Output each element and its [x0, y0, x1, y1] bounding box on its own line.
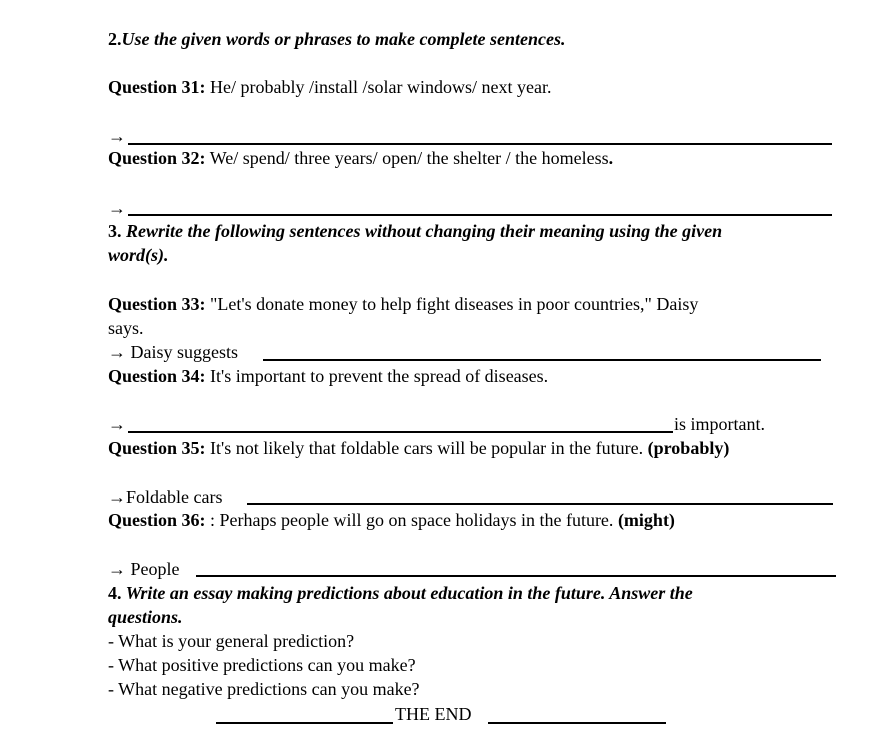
question-36-label: Question 36:	[108, 510, 206, 530]
section-4-bullet-3: - What negative predictions can you make?	[108, 679, 420, 699]
section-2-number: 2.	[108, 29, 122, 49]
question-32	[108, 148, 613, 169]
footer-left-rule	[216, 722, 393, 724]
the-end-label: THE END	[395, 704, 472, 724]
question-34-answer-line[interactable]	[128, 431, 673, 433]
question-33-text: "Let's donate money to help fight diseases in poor countries," Daisy	[205, 294, 699, 314]
section-3-heading-line-1	[108, 221, 722, 242]
question-33-answer-line[interactable]	[263, 359, 821, 361]
question-33-label: Question 33:	[108, 294, 206, 314]
question-31-arrow: →	[108, 126, 126, 146]
question-33-answer-prefix: → Daisy suggests	[108, 342, 238, 362]
question-32-label: Question 32:	[108, 148, 206, 168]
question-31-label: Question 31:	[108, 77, 206, 97]
question-35-label: Question 35:	[108, 438, 206, 458]
question-33-text-line-2: says.	[108, 318, 144, 338]
question-35-answer-line[interactable]	[247, 503, 833, 505]
question-34-arrow: →	[108, 414, 126, 434]
question-32-period: .	[608, 148, 614, 168]
question-35-text: It's not likely that foldable cars will be popular in the future.	[205, 438, 648, 458]
question-34-answer-suffix: is important.	[674, 414, 765, 434]
section-2-title: Use the given words or phrases to make complete sentences.	[121, 29, 566, 49]
question-31-answer-line[interactable]	[128, 143, 832, 145]
section-4-number: 4.	[108, 583, 122, 603]
question-36-answer-line[interactable]	[196, 575, 836, 577]
section-4-heading-line-2: questions.	[108, 607, 183, 627]
section-4-title: Write an essay making predictions about education in the future. Answer the	[121, 583, 693, 603]
question-34	[108, 366, 548, 387]
question-36	[108, 510, 675, 531]
question-36-text: : Perhaps people will go on space holidays in the future.	[205, 510, 618, 530]
question-32-arrow: →	[108, 198, 126, 218]
question-35	[108, 438, 729, 459]
section-4-bullet-1: - What is your general prediction?	[108, 631, 355, 651]
question-34-label: Question 34:	[108, 366, 206, 386]
question-35-hint: (probably)	[647, 438, 730, 458]
section-3-heading-line-2: word(s).	[108, 245, 169, 265]
question-31-text: He/ probably /install /solar windows/ next year.	[205, 77, 552, 97]
worksheet-page	[108, 0, 834, 739]
section-3-title: Rewrite the following sentences without changing their meaning using the given	[121, 221, 723, 241]
footer-right-rule	[488, 722, 666, 724]
question-33	[108, 294, 698, 315]
question-32-answer-line[interactable]	[128, 214, 832, 216]
section-2-heading	[108, 29, 565, 50]
question-36-hint: (might)	[617, 510, 675, 530]
question-35-answer-prefix: →Foldable cars	[108, 487, 223, 507]
question-34-text: It's important to prevent the spread of diseases.	[205, 366, 549, 386]
question-31	[108, 77, 551, 98]
section-3-number: 3.	[108, 221, 122, 241]
section-4-bullet-2: - What positive predictions can you make?	[108, 655, 416, 675]
question-36-answer-prefix: → People	[108, 559, 180, 579]
section-4-heading-line-1	[108, 583, 693, 604]
question-32-text: We/ spend/ three years/ open/ the shelter / the homeless	[205, 148, 609, 168]
